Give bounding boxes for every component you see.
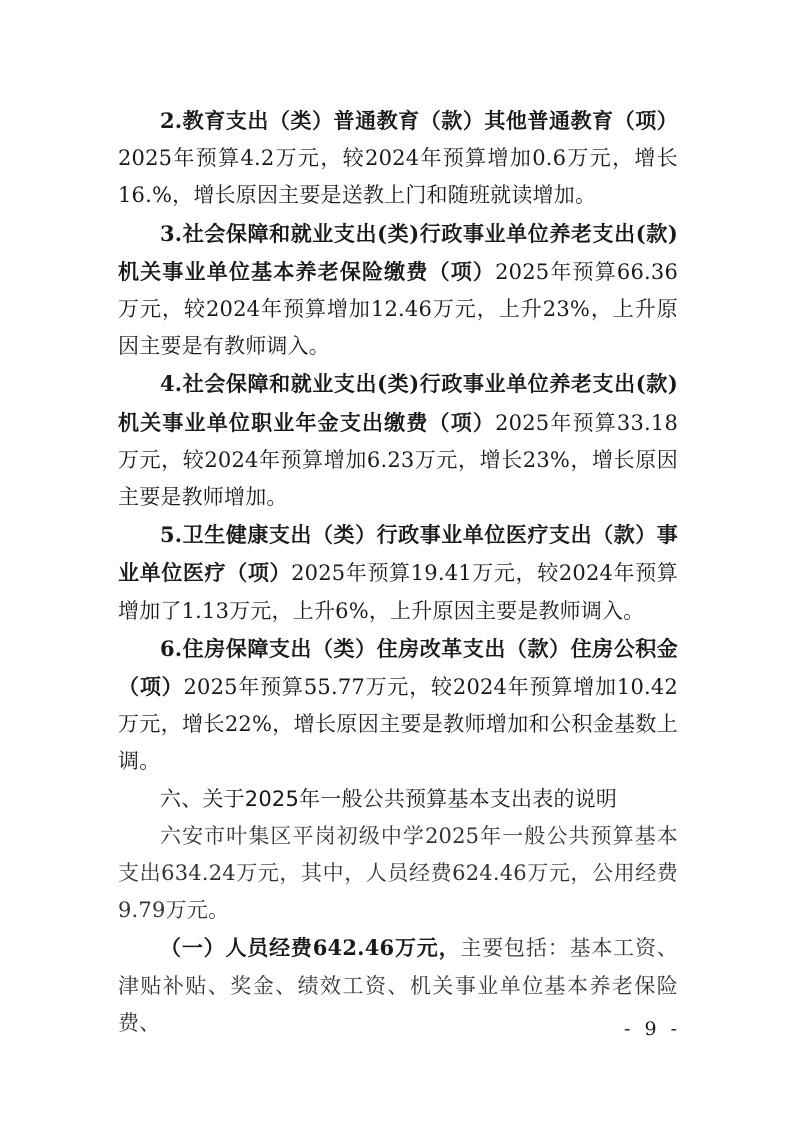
item-number: 4.	[160, 371, 183, 397]
item-detail: 2025年预算19.41万元，较2024年预算增加了1.13万元，上升6%，上升原因主要是教师调入。	[118, 561, 678, 623]
document-body	[118, 102, 678, 1042]
item-classification: 教育支出（类）普通教育（款）其他普通教育（项）	[182, 108, 678, 133]
item-number: 6.	[160, 635, 183, 661]
paragraph-pension-annuity	[118, 365, 678, 516]
item-classification: 卫生健康支出（类）行政事业单位医疗支出（款）事业单位医疗（项）	[118, 522, 678, 586]
item-number: 3.	[160, 220, 183, 246]
item-detail: 2025年预算33.18万元，较2024年预算增加6.23万元，增长23%，增长原因主要是教师增加。	[118, 410, 678, 510]
summary-paragraph: 六安市叶集区平岗初级中学2025年一般公共预算基本支出634.24万元，其中，人员经费624.46万元，公用经费9.79万元。	[118, 823, 678, 923]
paragraph-medical	[118, 516, 678, 630]
item-detail: 2025年预算66.36万元，较2024年预算增加12.46万元，上升23%，上升原因主要是有教师调入。	[118, 259, 678, 359]
item-number: 2.	[160, 108, 183, 133]
paragraph-pension-basic	[118, 215, 678, 366]
item-detail: 2025年预算4.2万元，较2024年预算增加0.6万元，增长16.%，增长原因主要是送教上门和随班就读增加。	[118, 146, 678, 208]
personnel-expense-heading: （一）人员经费642.46万元，	[160, 935, 461, 961]
item-classification: 社会保障和就业支出(类)行政事业单位养老支出(款)机关事业单位基本养老保险缴费（项）	[118, 220, 678, 284]
item-classification: 住房保障支出（类）住房改革支出（款）住房公积金（项）	[118, 635, 678, 700]
item-classification: 社会保障和就业支出(类)行政事业单位养老支出(款)机关事业单位职业年金支出缴费（项）	[118, 371, 678, 435]
item-number: 5.	[160, 522, 183, 548]
paragraph-education	[118, 102, 678, 215]
item-detail: 2025年预算55.77万元，较2024年预算增加10.42万元，增长22%，增长原因主要是教师增加和公积金基数上调。	[118, 675, 678, 774]
personnel-expense-detail: 主要包括：基本工资、津贴补贴、奖金、绩效工资、机关事业单位基本养老保险费、	[118, 936, 678, 1035]
paragraph-housing	[118, 630, 678, 781]
page-number: - 9 -	[624, 1018, 682, 1040]
section-heading: 六、关于2025年一般公共预算基本支出表的说明	[160, 786, 618, 811]
personnel-expense-paragraph	[118, 929, 678, 1042]
